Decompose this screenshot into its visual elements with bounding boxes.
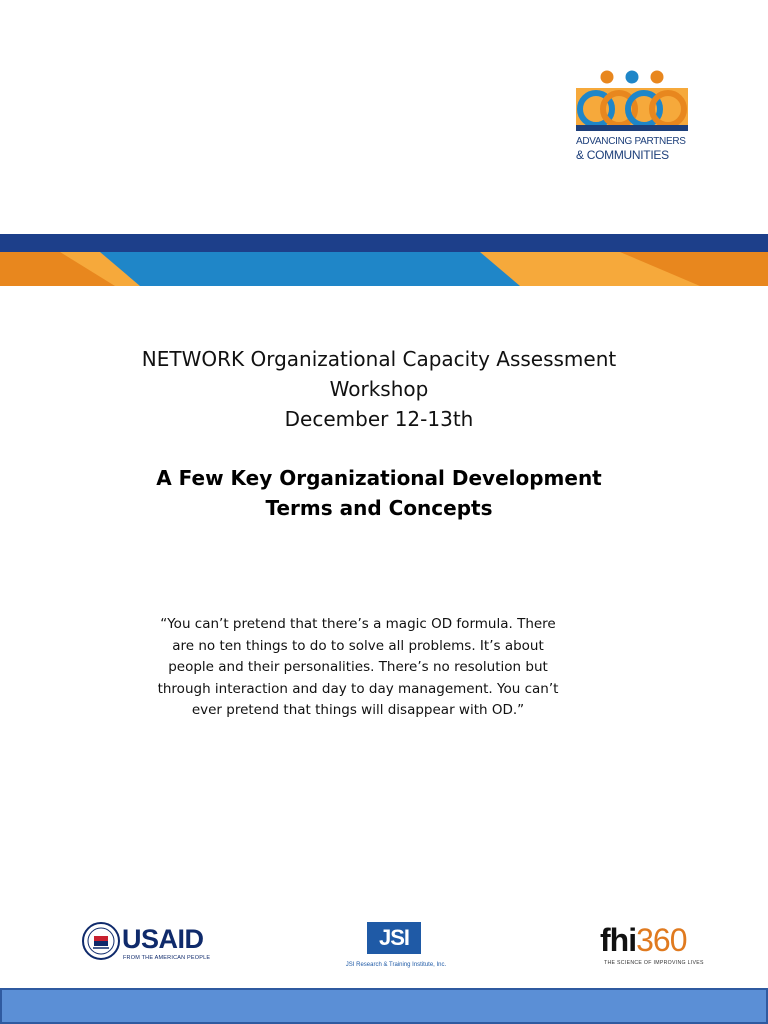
jsi-logo	[336, 922, 456, 970]
heading-line: A Few Key Organizational Development	[156, 466, 602, 490]
people-rings-icon	[574, 68, 692, 134]
workshop-title	[0, 344, 758, 434]
fhi360-logo	[600, 920, 704, 970]
logo-line-1: ADVANCING PARTNERS	[576, 136, 686, 147]
usaid-seal-icon	[82, 922, 120, 960]
usaid-wordmark: USAID	[122, 924, 204, 954]
fhi360-tagline: THE SCIENCE OF IMPROVING LIVES	[604, 960, 704, 966]
fhi360-wordmark	[600, 920, 686, 960]
jsi-caption: JSI Research & Training Institute, Inc.	[345, 962, 447, 968]
apc-logo	[574, 68, 692, 168]
quote-line: “You can’t pretend that there’s a magic OD formula. There	[160, 616, 556, 632]
fhi-wordmark-number: 360	[636, 922, 687, 958]
jsi-wordmark: JSI	[367, 922, 421, 954]
quote-line: ever pretend that things will disappear with OD.”	[191, 702, 525, 719]
title-line: December 12-13th	[284, 407, 474, 431]
quote-block	[140, 614, 576, 722]
usaid-logo	[82, 922, 212, 964]
fhi-wordmark-part: fhi	[600, 922, 637, 958]
quote-line: are no ten things to do to solve all problems. It’s about	[172, 637, 544, 654]
footer-bar	[0, 988, 768, 1024]
quote-line: through interaction and day to day management. You can’t	[157, 680, 559, 697]
document-heading	[0, 463, 758, 523]
usaid-tagline: FROM THE AMERICAN PEOPLE	[123, 955, 211, 961]
title-line: Workshop	[329, 377, 429, 401]
logo-line-2: & COMMUNITIES	[576, 148, 669, 162]
quote-line: people and their personalities. There’s no resolution but	[168, 659, 548, 676]
heading-line: Terms and Concepts	[265, 496, 493, 520]
title-line: NETWORK Organizational Capacity Assessment	[141, 347, 617, 371]
header-banner	[0, 234, 768, 286]
